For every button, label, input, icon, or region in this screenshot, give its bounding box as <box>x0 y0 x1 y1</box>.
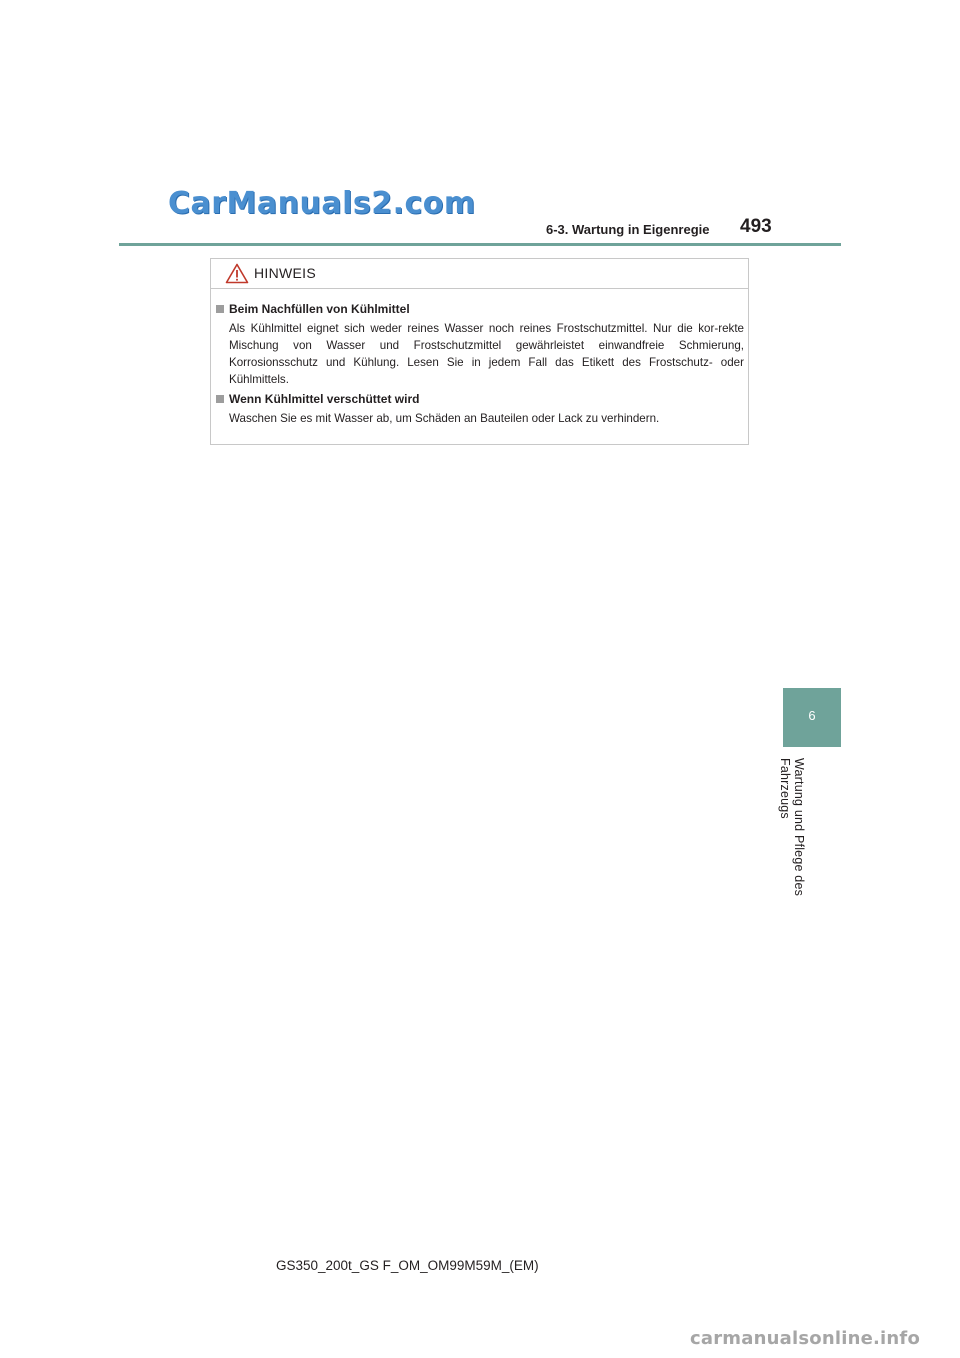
notice-item-text: Waschen Sie es mit Wasser ab, um Schäden an Bauteilen oder Lack zu verhindern. <box>229 412 660 425</box>
notice-item-heading: Beim Nachfüllen von Kühlmittel <box>229 302 410 316</box>
chapter-tab-number: 6 <box>808 708 816 723</box>
notice-box <box>210 258 749 445</box>
notice-header <box>211 259 748 289</box>
watermark-logo-top: CarManuals2.com <box>168 186 476 221</box>
header-rule <box>119 243 841 246</box>
notice-item-heading: Wenn Kühlmittel verschüttet wird <box>229 392 420 406</box>
square-bullet-icon <box>216 305 224 313</box>
notice-item <box>216 392 744 427</box>
chapter-side-label: Wartung und Pflege des Fahrzeugs <box>778 758 806 897</box>
chapter-tab <box>783 688 841 747</box>
notice-item-text: Als Kühlmittel eignet sich weder reines Wasser noch reines Frostschutzmittel. Nur die kor-rekte Mischung von Wasser und Frostschutzmittel gewährleistet einwandfreie Schmierung, Korrosionsschutz und Kühlung. Lesen Sie in jedem Fall das Etikett des Frostschutz- oder Kühlmittels. <box>229 322 744 386</box>
notice-item <box>216 302 744 388</box>
header-section-title: 6-3. Wartung in Eigenregie <box>546 222 710 237</box>
watermark-logo-bottom: carmanualsonline.info <box>690 1328 921 1349</box>
footer-document-code: GS350_200t_GS F_OM_OM99M59M_(EM) <box>276 1258 539 1273</box>
page-number: 493 <box>740 216 772 237</box>
notice-title: HINWEIS <box>254 265 316 281</box>
warning-triangle-icon <box>225 263 249 284</box>
notice-item-title <box>216 392 744 406</box>
square-bullet-icon <box>216 395 224 403</box>
notice-item-title <box>216 302 744 316</box>
